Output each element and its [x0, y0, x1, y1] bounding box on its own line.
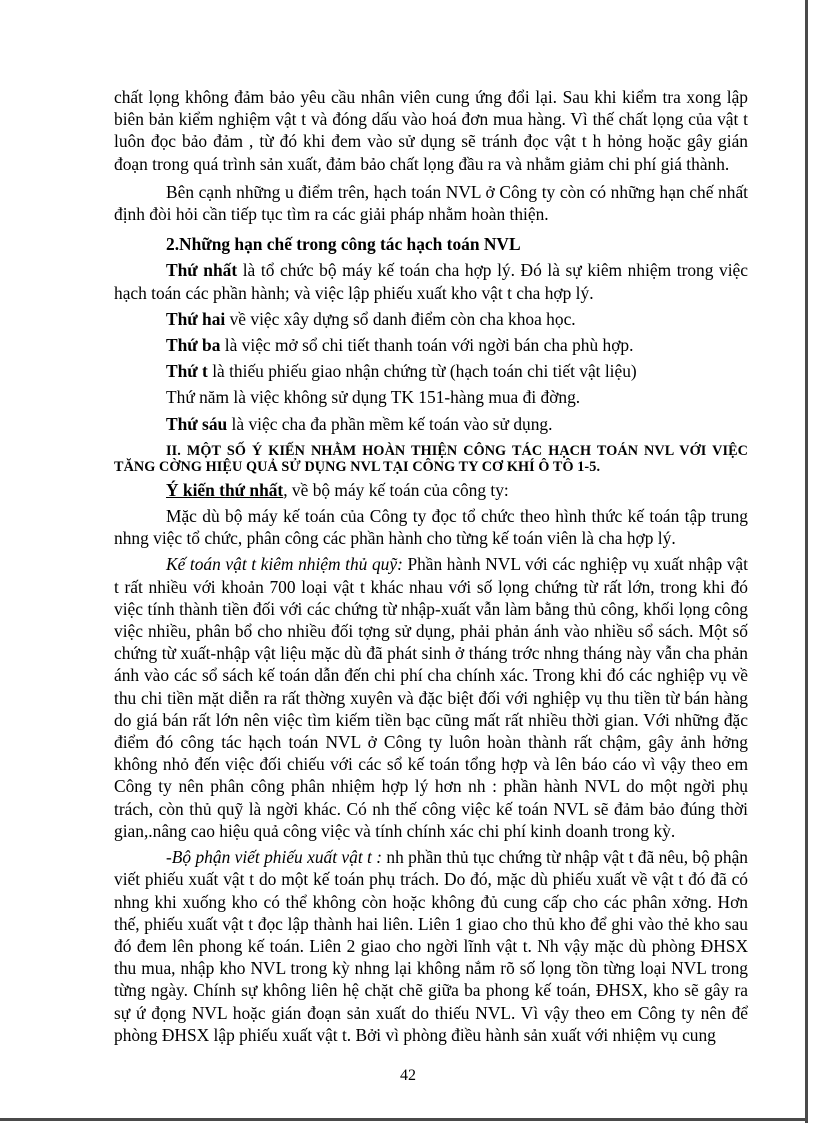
- page-shadow-right: [805, 0, 808, 1123]
- limitation-item-1: [114, 259, 748, 303]
- page-number: 42: [400, 1067, 416, 1084]
- opinion-1-heading: [114, 479, 748, 501]
- limitation-item-3: [114, 334, 748, 356]
- item-label: Thứ t: [166, 361, 208, 382]
- paragraph-limitations-intro: Bên cạnh những u điểm trên, hạch toán NVL ở Công ty còn có những hạn chế nhất định đòi hỏi cần tiếp tục tìm ra các giải pháp nhằm hoàn thiện.: [114, 181, 748, 225]
- page-shadow-bottom: [0, 1118, 808, 1121]
- page-body: [114, 86, 748, 1046]
- item-label: Thứ ba: [166, 335, 221, 356]
- limitation-item-4: [114, 360, 748, 382]
- paragraph-accountant-cashier: [114, 553, 748, 842]
- item-text: là tổ chức bộ máy kế toán cha hợp lý. Đó là sự kiêm nhiệm trong việc hạch toán các phần hành; và việc lập phiếu xuất kho vật t cha hợp lý.: [114, 260, 748, 303]
- paragraph-label: -Bộ phận viết phiếu xuất vật t :: [166, 847, 383, 868]
- opinion-label: Ý kiến thứ nhất: [166, 479, 284, 500]
- item-text: là việc mở sổ chi tiết thanh toán với ngời bán cha phù hợp.: [220, 335, 634, 356]
- paragraph-quality: chất lọng không đảm bảo yêu cầu nhân viên cung ứng đổi lại. Sau khi kiểm tra xong lập biên bản kiểm nghiệm vật t và đóng dấu vào hoá đơn mua hàng. Vì thế chất lọng của vật t luôn đọc bảo đảm , từ đó khi đem vào sử dụng sẽ tránh đọc vật t h hỏng hoặc gây gián đoạn trong quá trình sản xuất, đảm bảo chất lọng đầu ra và nhằm giảm chi phí giá thành.: [114, 87, 748, 174]
- section-heading-recommendations: II. MỘT SỐ Ý KIẾN NHẰM HOÀN THIỆN CÔNG TÁC HẠCH TOÁN NVL VỚI VIỆC TĂNG CỜNG HIỆU QUẢ SỬ DỤNG NVL TẠI CÔNG TY CƠ KHÍ Ô TÔ 1-5.: [114, 442, 748, 475]
- paragraph-accounting-structure: Mặc dù bộ máy kế toán của Công ty đọc tổ chức theo hình thức kế toán tập trung nhng việc tổ chức, phân công các phần hành cho từng kế toán viên là cha hợp lý.: [114, 506, 748, 549]
- limitation-item-6: [114, 413, 748, 435]
- item-text: về việc xây dựng sổ danh điểm còn cha khoa học.: [225, 308, 576, 329]
- item-text: là thiếu phiếu giao nhận chứng từ (hạch toán chi tiết vật liệu): [207, 361, 637, 382]
- item-label: Thứ sáu: [166, 413, 228, 434]
- opinion-text: , về bộ máy kế toán của công ty:: [283, 479, 509, 500]
- item-text: Thứ năm là việc không sử dụng TK 151-hàng mua đi đờng.: [166, 387, 581, 408]
- paragraph-label: Kế toán vật t kiêm nhiệm thủ quỹ:: [166, 554, 403, 575]
- item-text: là việc cha đa phần mềm kế toán vào sử dụng.: [227, 413, 553, 434]
- item-label: Thứ nhất: [166, 260, 238, 281]
- item-label: Thứ hai: [166, 308, 226, 329]
- section-heading-limitations: 2.Những hạn chế trong công tác hạch toán NVL: [166, 234, 521, 255]
- paragraph-text: Phần hành NVL với các nghiệp vụ xuất nhập vật t rất nhiều với khoản 700 loại vật t khác nhau với số lọng chứng từ rất lớn, trong khi đó việc tính thành tiền đối với các chứng từ nhập-xuất vẫn làm bằng thủ công, khối lọng công việc nhiều, phân bổ cho nhiều đối tợng sử dụng, phải phản ánh vào nhiều sổ sách. Một số chứng từ xuất-nhập vật liệu mặc dù đã phát sinh ở tháng trớc nhng tháng này vẫn cha phản ánh vào các sổ sách kế toán dẫn đến chi phí cha chính xác. Trong khi đó các nghiệp vụ về thu chi tiền mặt diễn ra rất thờng xuyên và đặc biệt đối với nghiệp vụ thu tiền từ bán hàng do giá bán rất lớn nên việc tìm kiếm tiền bạc cũng mất rất nhiều thời gian. Với những đặc điểm đó công tác hạch toán NVL ở Công ty luôn hoàn thành rất chậm, gây ảnh hởng không nhỏ đến việc đối chiếu với các sổ kế toán tổng hợp và lên báo cáo vì vậy theo em Công ty nên phân công phân nhiệm hợp lý hơn nh : phần hành NVL do một ngời phụ trách, còn thủ quỹ là ngời khác. Có nh thế công việc kế toán NVL sẽ đảm bảo đúng thời gian,.nâng cao hiệu quả công việc và tính chính xác chi phí kinh doanh trong kỳ.: [114, 554, 748, 841]
- limitation-item-5: [114, 386, 748, 408]
- paragraph-text: nh phần thủ tục chứng từ nhập vật t đã nêu, bộ phận viết phiếu xuất vật t do một kế toán phụ trách. Do đó, mặc dù phiếu xuất về vật t đó đã có nhng khi xuống kho có thể không còn hoặc không đủ cung cấp cho các phân xởng. Hơn thế, phiếu xuất vật t đọc lập thành hai liên. Liên 1 giao cho thủ kho để ghi vào thẻ kho sau đó đem lên phong kế toán. Liên 2 giao cho ngời lĩnh vật t. Nh vậy mặc dù phòng ĐHSX thu mua, nhập kho NVL trong kỳ nhng lại không nắm rõ số lọng tồn từng loại NVL trong từng ngày. Chính sự không liên hệ chặt chẽ giữa ba phong kế toán, ĐHSX, kho sẽ gây ra sự ứ đọng NVL hoặc gián đoạn sản xuất do thiếu NVL. Vì vậy theo em Công ty nên để phòng ĐHSX lập phiếu xuất vật t. Bởi vì phòng điều hành sản xuất với nhiệm vụ cung: [114, 847, 748, 1045]
- paragraph-issue-slip: [114, 846, 748, 1046]
- limitation-item-2: [114, 308, 748, 330]
